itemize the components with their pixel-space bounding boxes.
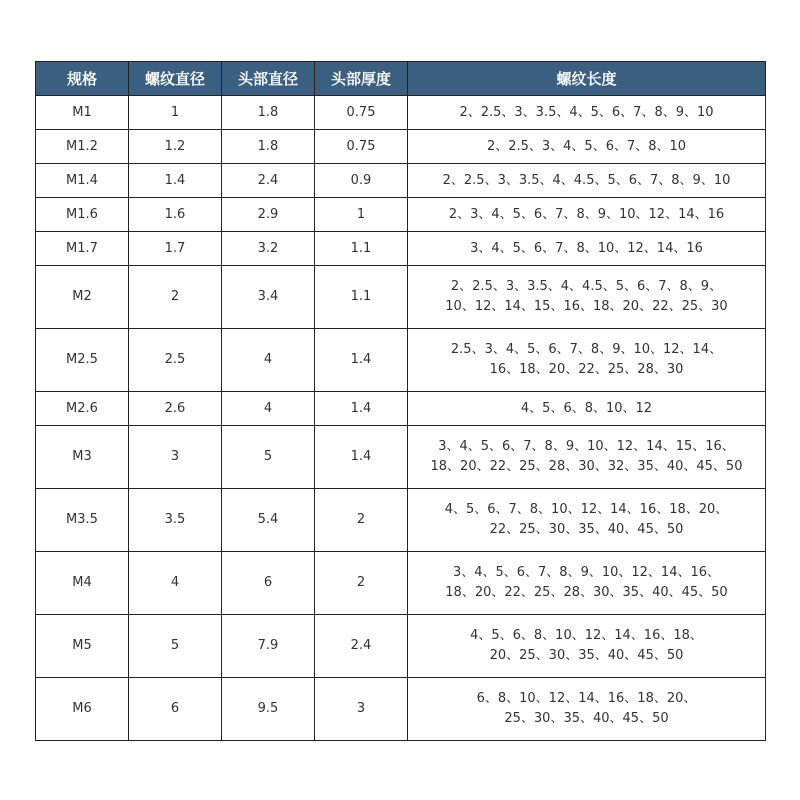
cell-spec: M1.7 <box>36 232 129 266</box>
header-head-thickness: 头部厚度 <box>315 62 408 96</box>
cell-head-thickness: 1 <box>315 198 408 232</box>
cell-head-diameter: 4 <box>222 329 315 392</box>
cell-head-thickness: 0.9 <box>315 164 408 198</box>
cell-thread-lengths: 2、2.5、3、3.5、4、5、6、7、8、9、10 <box>408 96 766 130</box>
cell-thread-diameter: 1.6 <box>129 198 222 232</box>
cell-spec: M1.2 <box>36 130 129 164</box>
cell-head-thickness: 2 <box>315 552 408 615</box>
cell-head-diameter: 9.5 <box>222 678 315 741</box>
cell-head-thickness: 1.4 <box>315 426 408 489</box>
cell-head-diameter: 5 <box>222 426 315 489</box>
cell-head-thickness: 2 <box>315 489 408 552</box>
cell-head-diameter: 7.9 <box>222 615 315 678</box>
cell-spec: M6 <box>36 678 129 741</box>
cell-thread-diameter: 3 <box>129 426 222 489</box>
cell-thread-diameter: 4 <box>129 552 222 615</box>
table-row <box>36 96 766 130</box>
cell-thread-lengths: 4、5、6、7、8、10、12、14、16、18、20、 22、25、30、35、40、45、50 <box>408 489 766 552</box>
table-row <box>36 615 766 678</box>
cell-head-thickness: 3 <box>315 678 408 741</box>
cell-thread-lengths: 4、5、6、8、10、12、14、16、18、 20、25、30、35、40、45、50 <box>408 615 766 678</box>
cell-spec: M3.5 <box>36 489 129 552</box>
cell-head-thickness: 1.4 <box>315 392 408 426</box>
cell-head-diameter: 5.4 <box>222 489 315 552</box>
cell-thread-lengths: 2、2.5、3、4、5、6、7、8、10 <box>408 130 766 164</box>
table-header <box>36 62 766 96</box>
cell-thread-lengths: 3、4、5、6、7、8、9、10、12、14、16、 18、20、22、25、28、30、35、40、45、50 <box>408 552 766 615</box>
cell-head-thickness: 0.75 <box>315 130 408 164</box>
cell-spec: M2 <box>36 266 129 329</box>
cell-spec: M2.6 <box>36 392 129 426</box>
cell-thread-lengths: 3、4、5、6、7、8、10、12、14、16 <box>408 232 766 266</box>
cell-thread-diameter: 2.5 <box>129 329 222 392</box>
table-row <box>36 392 766 426</box>
table-row <box>36 489 766 552</box>
table-row <box>36 198 766 232</box>
cell-thread-lengths: 4、5、6、8、10、12 <box>408 392 766 426</box>
table-row <box>36 552 766 615</box>
cell-thread-diameter: 5 <box>129 615 222 678</box>
cell-thread-lengths: 2.5、3、4、5、6、7、8、9、10、12、14、 16、18、20、22、25、28、30 <box>408 329 766 392</box>
cell-head-thickness: 0.75 <box>315 96 408 130</box>
cell-thread-diameter: 1.2 <box>129 130 222 164</box>
header-thread-diameter: 螺纹直径 <box>129 62 222 96</box>
header-spec: 规格 <box>36 62 129 96</box>
cell-head-thickness: 1.4 <box>315 329 408 392</box>
cell-spec: M3 <box>36 426 129 489</box>
cell-thread-lengths: 6、8、10、12、14、16、18、20、 25、30、35、40、45、50 <box>408 678 766 741</box>
cell-spec: M1.4 <box>36 164 129 198</box>
header-thread-length: 螺纹长度 <box>408 62 766 96</box>
cell-thread-lengths: 2、2.5、3、3.5、4、4.5、5、6、7、8、9、 10、12、14、15、16、18、20、22、25、30 <box>408 266 766 329</box>
cell-spec: M4 <box>36 552 129 615</box>
table-row <box>36 329 766 392</box>
cell-head-diameter: 2.9 <box>222 198 315 232</box>
table-row <box>36 426 766 489</box>
cell-thread-diameter: 2 <box>129 266 222 329</box>
cell-head-thickness: 1.1 <box>315 232 408 266</box>
cell-thread-diameter: 6 <box>129 678 222 741</box>
table-row <box>36 164 766 198</box>
cell-head-diameter: 2.4 <box>222 164 315 198</box>
cell-spec: M2.5 <box>36 329 129 392</box>
table-row <box>36 130 766 164</box>
cell-thread-diameter: 1.7 <box>129 232 222 266</box>
cell-thread-lengths: 2、3、4、5、6、7、8、9、10、12、14、16 <box>408 198 766 232</box>
table-row <box>36 266 766 329</box>
cell-thread-diameter: 1.4 <box>129 164 222 198</box>
cell-head-diameter: 6 <box>222 552 315 615</box>
cell-head-diameter: 3.4 <box>222 266 315 329</box>
cell-head-thickness: 1.1 <box>315 266 408 329</box>
cell-head-diameter: 1.8 <box>222 96 315 130</box>
cell-head-diameter: 3.2 <box>222 232 315 266</box>
cell-thread-diameter: 1 <box>129 96 222 130</box>
cell-thread-lengths: 3、4、5、6、7、8、9、10、12、14、15、16、 18、20、22、25、28、30、32、35、40、45、50 <box>408 426 766 489</box>
header-row <box>36 62 766 96</box>
cell-head-diameter: 1.8 <box>222 130 315 164</box>
cell-head-diameter: 4 <box>222 392 315 426</box>
header-head-diameter: 头部直径 <box>222 62 315 96</box>
cell-thread-diameter: 2.6 <box>129 392 222 426</box>
table-row <box>36 232 766 266</box>
cell-spec: M1.6 <box>36 198 129 232</box>
cell-spec: M5 <box>36 615 129 678</box>
cell-thread-diameter: 3.5 <box>129 489 222 552</box>
cell-head-thickness: 2.4 <box>315 615 408 678</box>
table-body <box>36 96 766 741</box>
cell-spec: M1 <box>36 96 129 130</box>
screw-spec-table <box>35 61 766 741</box>
cell-thread-lengths: 2、2.5、3、3.5、4、4.5、5、6、7、8、9、10 <box>408 164 766 198</box>
table-row <box>36 678 766 741</box>
